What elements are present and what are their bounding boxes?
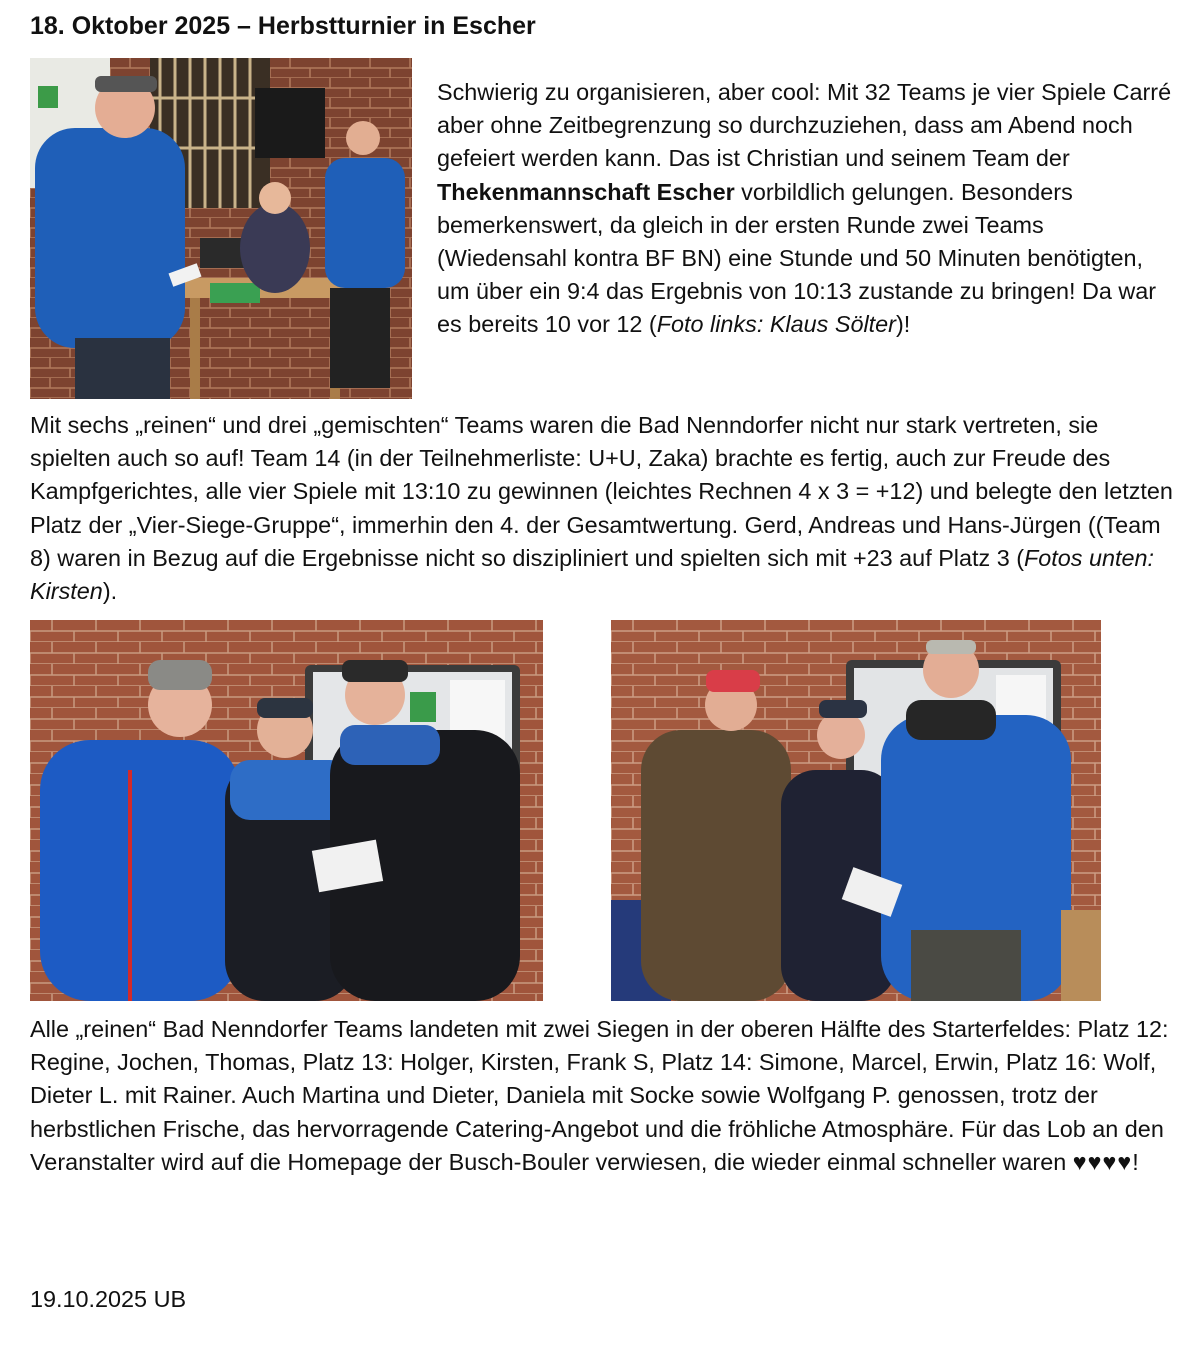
photo-organizers xyxy=(30,58,412,399)
photo-team-14-image xyxy=(30,620,543,1001)
results-paragraph: Mit sechs „reinen“ und drei „gemischten“ Teams waren die Bad Nenndorfer nicht nur stark vertreten, sie spielten auch so auf! Team 14 (in der Teilnehmerliste: U+U, Zaka) brachte es fertig, auch zur Freude des Kampfgerichtes, alle vier Spiele mit 13:10 zu gewinnen (leichtes Rechnen 4 x 3 = +12) und belegte den letzten Platz der „Vier-Siege-Gruppe“, immerhin den 4. der Gesamtwertung. Gerd, Andreas und Hans-Jürgen ((Team 8) waren in Bezug auf die Ergebnisse nicht so diszipliniert und spielten sich mit +23 auf Platz 3 (Fotos unten: Kirsten). xyxy=(30,412,1173,605)
intro-paragraph: Schwierig zu organisieren, aber cool: Mit 32 Teams je vier Spiele Carré aber ohne Zeitbegrenzung so durchzuziehen, dass am Abend noch gefeiert werden kann. Das ist Christian und seinem Team der Thekenmannschaft Escher vorbildlich gelungen. Besonders bemerkenswert, da gleich in der ersten Runde zwei Teams (Wiedensahl kontra BF BN) eine Stunde und 50 Minuten benötigten, um über ein 9:4 das Ergebnis von 10:13 zustande zu bringen! Da war es bereits 10 vor 12 (Foto links: Klaus Sölter)! xyxy=(437,79,1172,338)
photo-team-8 xyxy=(611,620,1101,1001)
photo-team-8-image xyxy=(611,620,1101,1001)
photo-credit-left: Foto links: Klaus Sölter xyxy=(656,311,896,338)
photo-organizers-image xyxy=(30,58,412,399)
article-title: 18. Oktober 2025 – Herbstturnier in Escher xyxy=(30,12,536,40)
team-name: Thekenmannschaft Escher xyxy=(437,178,735,205)
photo-credit-below: Fotos unten: Kirsten xyxy=(30,544,1155,605)
photo-team-14 xyxy=(30,620,543,1001)
publication-date: 19.10.2025 UB xyxy=(30,1286,187,1312)
hearts-icon: ♥♥♥♥ xyxy=(1072,1148,1133,1175)
summary-paragraph: Alle „reinen“ Bad Nenndorfer Teams landeten mit zwei Siegen in der oberen Hälfte des Starterfeldes: Platz 12: Regine, Jochen, Thomas, Platz 13: Holger, Kirsten, Frank S, Platz 14: Simone, Marcel, Erwin, Platz 16: Wolf, Dieter L. mit Rainer. Auch Martina und Dieter, Daniela mit Socke sowie Wolfgang P. genossen, trotz der herbstlichen Frische, das hervorragende Catering-Angebot und die fröhliche Atmosphäre. Für das Lob an den Veranstalter wird auf die Homepage der Busch-Bouler verwiesen, die wieder einmal schneller waren ♥♥♥♥! xyxy=(30,1016,1169,1175)
